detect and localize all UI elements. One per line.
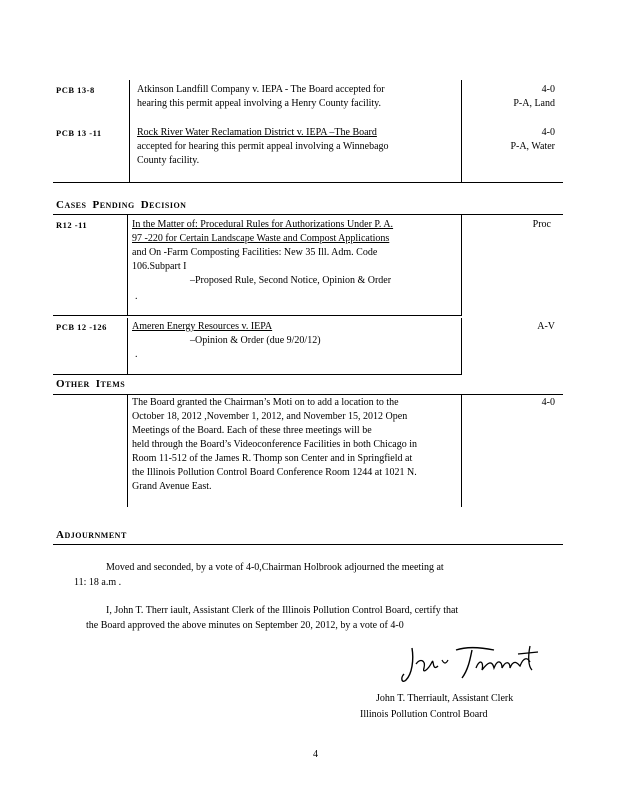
table-divider-left: [129, 80, 130, 183]
table-divider-right: [461, 215, 462, 315]
case-number: PCB 13 -11: [56, 128, 102, 138]
case-summary-line: 106.Subpart I: [132, 261, 187, 272]
section-heading-other-items: OTHER ITEMS: [56, 378, 126, 390]
case-summary-line: Atkinson Landfill Company v. IEPA - The Board accepted for: [137, 84, 385, 95]
signatory-organization: Illinois Pollution Control Board: [360, 709, 488, 720]
case-summary-line: 97 -220 for Certain Landscape Waste and Compost Applications: [132, 233, 390, 244]
case-summary-line: –Opinion & Order (due 9/20/12): [190, 335, 321, 346]
case-summary-line: Ameren Energy Resources v. IEPA: [132, 321, 273, 332]
case-type: A-V: [537, 321, 555, 332]
section-rule: [53, 544, 563, 545]
case-summary-line: In the Matter of: Procedural Rules for Authorizations Under P. A.: [132, 219, 394, 230]
case-number: R12 -11: [56, 220, 88, 230]
case-summary-line: .: [135, 291, 138, 302]
other-items-line: Meetings of the Board. Each of these three meetings will be: [132, 425, 372, 436]
case-type: P-A, Land: [513, 98, 555, 109]
other-items-line: Grand Avenue East.: [132, 481, 212, 492]
handwritten-signature: [398, 640, 548, 690]
other-items-line: October 18, 2012 ,November 1, 2012, and November 15, 2012 Open: [132, 411, 408, 422]
case-summary-line: .: [135, 349, 138, 360]
vote-count: 4-0: [541, 127, 555, 138]
section-heading-cases-pending-decision: CASES PENDING DECISION: [56, 199, 187, 211]
case-number: PCB 13-8: [56, 85, 95, 95]
other-items-line: The Board granted the Chairman’s Moti on to add a location to the: [132, 397, 399, 408]
section-rule: [53, 214, 563, 215]
adjournment-text: 11: 18 a.m .: [74, 577, 122, 588]
vote-count: 4-0: [541, 84, 555, 95]
vote-count: 4-0: [541, 397, 555, 408]
signatory-name: John T. Therriault, Assistant Clerk: [376, 693, 514, 704]
case-type: P-A, Water: [510, 141, 555, 152]
row-rule: [53, 374, 462, 375]
case-summary-line: and On -Farm Composting Facilities: New 35 Ill. Adm. Code: [132, 247, 378, 258]
table-divider-right: [461, 80, 462, 183]
other-items-line: the Illinois Pollution Control Board Conference Room 1244 at 1021 N.: [132, 467, 417, 478]
adjournment-text: Moved and seconded, by a vote of 4-0,Chairman Holbrook adjourned the meeting at: [106, 562, 444, 573]
section-rule: [53, 182, 563, 183]
case-type: Proc: [532, 219, 551, 230]
other-items-line: Room 11-512 of the James R. Thomp son Center and in Springfield at: [132, 453, 413, 464]
table-divider-left: [127, 215, 128, 315]
case-summary-line: accepted for hearing this permit appeal involving a Winnebago: [137, 141, 389, 152]
case-summary-line: Rock River Water Reclamation District v. IEPA –The Board: [137, 127, 377, 138]
table-divider-right: [461, 318, 462, 375]
case-summary-line: –Proposed Rule, Second Notice, Opinion & Order: [190, 275, 392, 286]
table-divider-right: [461, 395, 462, 507]
case-summary-line: hearing this permit appeal involving a Henry County facility.: [137, 98, 382, 109]
case-number: PCB 12 -126: [56, 322, 107, 332]
table-divider-left: [127, 318, 128, 375]
table-divider-left: [127, 395, 128, 507]
other-items-line: held through the Board’s Videoconference Facilities in both Chicago in: [132, 439, 417, 450]
row-rule: [53, 315, 462, 316]
section-rule: [53, 394, 563, 395]
case-summary-line: County facility.: [137, 155, 200, 166]
certification-text: the Board approved the above minutes on September 20, 2012, by a vote of 4-0: [86, 620, 404, 631]
page-number: 4: [313, 749, 318, 760]
section-heading-adjournment: ADJOURNMENT: [56, 529, 127, 541]
certification-text: I, John T. Therr iault, Assistant Clerk of the Illinois Pollution Control Board, certify that: [106, 605, 459, 616]
